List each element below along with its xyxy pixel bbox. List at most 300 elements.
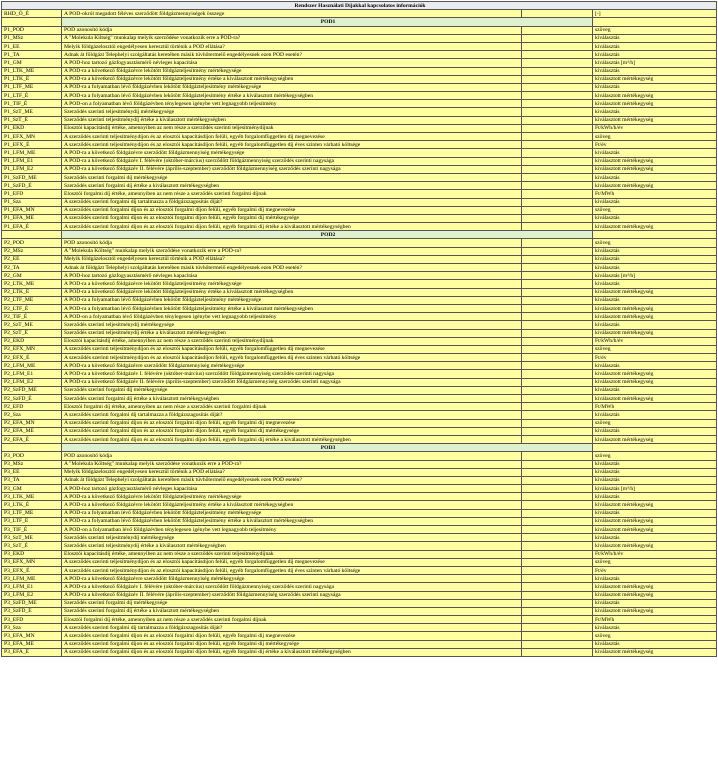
value-input-cell[interactable] bbox=[522, 460, 593, 468]
description-cell: A POD-hoz tartozó gázfogyasztásmérő névleges kapacitása bbox=[62, 59, 522, 67]
code-cell: P2_SzFD_ME bbox=[2, 386, 62, 394]
table-row bbox=[2, 255, 717, 263]
code-cell: P3_EFA_MN bbox=[2, 632, 62, 640]
table-row bbox=[2, 182, 717, 190]
value-input-cell[interactable] bbox=[522, 255, 593, 263]
value-input-cell[interactable] bbox=[522, 337, 593, 345]
code-cell: P2_LTF_É bbox=[2, 304, 62, 312]
value-input-cell[interactable] bbox=[522, 345, 593, 353]
unit-cell: Ft/kWh/h/év bbox=[593, 550, 717, 558]
table-row bbox=[2, 239, 717, 247]
unit-cell: kiválasztás [m³/h] bbox=[593, 272, 717, 280]
description-cell: POD azonosító kódja bbox=[62, 26, 522, 34]
description-cell: A POD-hoz tartozó gázfogyasztásmérő névleges kapacitása bbox=[62, 272, 522, 280]
table-row bbox=[2, 460, 717, 468]
value-input-cell[interactable] bbox=[522, 157, 593, 165]
table-row bbox=[2, 206, 717, 214]
description-cell: A szerződés szerinti forgalmi díjon és az elosztói forgalmi díjon felüli, egyéb forgalmi díj megnevezése bbox=[62, 632, 522, 640]
unit-cell: kiválasztott mértékegység bbox=[593, 395, 717, 403]
value-input-cell[interactable] bbox=[522, 214, 593, 222]
description-cell: A POD-ra a folyamatban lévő földgázévben lekötött földgázteljesítmény értéke a kiválasztott mértékegységben bbox=[62, 304, 522, 312]
unit-cell: kiválasztás bbox=[593, 460, 717, 468]
title-row bbox=[2, 2, 717, 10]
table-row bbox=[2, 149, 717, 157]
unit-cell: kiválasztás bbox=[593, 493, 717, 501]
code-cell: P2_TIF_É bbox=[2, 313, 62, 321]
table-row bbox=[2, 313, 717, 321]
description-cell: A POD-ra a következő földgázévre lekötött földgázteljesítmény mértékegysége bbox=[62, 67, 522, 75]
value-input-cell[interactable] bbox=[522, 51, 593, 59]
value-input-cell[interactable] bbox=[522, 435, 593, 443]
code-cell: P2_MSz bbox=[2, 247, 62, 255]
value-input-cell[interactable] bbox=[522, 378, 593, 386]
value-input-cell[interactable] bbox=[522, 501, 593, 509]
table-row bbox=[2, 550, 717, 558]
value-input-cell[interactable] bbox=[522, 296, 593, 304]
description-cell: A POD-ra a következő földgázév I. félévére (október-március) szerződött földgázmennyiség szerződés szerinti nagysága bbox=[62, 370, 522, 378]
code-cell: P1_TA bbox=[2, 51, 62, 59]
code-cell: P1_EE bbox=[2, 42, 62, 50]
code-cell: P1_Sza bbox=[2, 198, 62, 206]
description-cell: Elosztói forgalmi díj értéke, amennyiben az nem része a szerződés szerinti forgalmi díjnak bbox=[62, 190, 522, 198]
unit-cell: kiválasztás bbox=[593, 624, 717, 632]
table-row bbox=[2, 92, 717, 100]
table-row bbox=[2, 624, 717, 632]
value-input-cell[interactable] bbox=[522, 173, 593, 181]
description-cell: A POD-ra a következő földgázév II. félévére (április-szeptember) szerződött földgázmennyiség szerződés szerinti nagysága bbox=[62, 165, 522, 173]
value-input-cell[interactable] bbox=[522, 75, 593, 83]
value-input-cell[interactable] bbox=[522, 10, 593, 18]
value-input-cell[interactable] bbox=[522, 42, 593, 50]
code-cell: RHD_Ö_É bbox=[2, 10, 62, 18]
unit-cell: szöveg bbox=[593, 206, 717, 214]
description-cell: Szerződés szerinti teljesítménydíj mértékegysége bbox=[62, 108, 522, 116]
value-input-cell[interactable] bbox=[522, 599, 593, 607]
table-row bbox=[2, 427, 717, 435]
table-row bbox=[2, 34, 717, 42]
description-cell: A szerződés szerinti teljesítménydíjon és az elosztói kapacitásdíjon felüli, egyéb forgalomfüggetlen díj megnevezése bbox=[62, 345, 522, 353]
description-cell: A POD-on a folyamatban lévő földgázévben ténylegesen igénybe vett legnagyobb teljesítmény bbox=[62, 526, 522, 534]
value-input-cell[interactable] bbox=[522, 149, 593, 157]
unit-cell: szöveg bbox=[593, 133, 717, 141]
value-input-cell[interactable] bbox=[522, 411, 593, 419]
sheet-title: Rendszer Használati Díjakkal kapcsolatos információk bbox=[2, 2, 717, 10]
code-cell: P3_MSz bbox=[2, 460, 62, 468]
description-cell: A szerződés szerinti forgalmi díjon és az elosztói forgalmi díjon felüli, egyéb forgalmi díj mértékegysége bbox=[62, 214, 522, 222]
value-input-cell[interactable] bbox=[522, 427, 593, 435]
description-cell: A szerződés szerinti forgalmi díjon és az elosztói forgalmi díjon felüli, egyéb forgalmi díj megnevezése bbox=[62, 206, 522, 214]
section-header-row bbox=[2, 231, 717, 239]
description-cell: Szerződés szerinti forgalmi díj értéke a kiválasztott mértékegységben bbox=[62, 182, 522, 190]
table-row bbox=[2, 42, 717, 50]
table-row bbox=[2, 157, 717, 165]
table-row bbox=[2, 419, 717, 427]
code-cell: P1_TIF_É bbox=[2, 100, 62, 108]
value-input-cell[interactable] bbox=[522, 321, 593, 329]
value-input-cell[interactable] bbox=[522, 165, 593, 173]
unit-cell: kiválasztott mértékegység bbox=[593, 583, 717, 591]
table-row bbox=[2, 591, 717, 599]
value-input-cell[interactable] bbox=[522, 632, 593, 640]
value-input-cell[interactable] bbox=[522, 403, 593, 411]
table-row bbox=[2, 51, 717, 59]
unit-cell: kiválasztott mértékegység bbox=[593, 607, 717, 615]
description-cell: Szerződés szerinti teljesítménydíj mértékegysége bbox=[62, 534, 522, 542]
description-cell: A szerződés szerinti forgalmi díjon és az elosztói forgalmi díjon felüli, egyéb forgalmi díj mértékegysége bbox=[62, 427, 522, 435]
description-cell: A szerződés szerinti forgalmi díjon és az elosztói forgalmi díjon felüli, egyéb forgalmi díj mértékegysége bbox=[62, 640, 522, 648]
table-row bbox=[2, 214, 717, 222]
description-cell: A "Molekula Költség" munkalap melyik szerződése vonatkozik erre a POD-ra? bbox=[62, 247, 522, 255]
value-input-cell[interactable] bbox=[522, 468, 593, 476]
value-input-cell[interactable] bbox=[522, 616, 593, 624]
value-input-cell[interactable] bbox=[522, 182, 593, 190]
code-cell: P3_SzT_É bbox=[2, 542, 62, 550]
value-input-cell[interactable] bbox=[522, 100, 593, 108]
spreadsheet-table bbox=[1, 1, 717, 657]
description-cell: A szerződés szerinti forgalmi díj tartalmazza a földgázszagosítás díját? bbox=[62, 198, 522, 206]
unit-cell: szöveg bbox=[593, 558, 717, 566]
table-row bbox=[2, 190, 717, 198]
value-input-cell[interactable] bbox=[522, 550, 593, 558]
code-cell: P2_SzT_ME bbox=[2, 321, 62, 329]
code-cell: P2_LFM_ME bbox=[2, 362, 62, 370]
table-row bbox=[2, 288, 717, 296]
unit-cell: kiválasztás bbox=[593, 427, 717, 435]
table-row bbox=[2, 296, 717, 304]
table-row bbox=[2, 599, 717, 607]
section-code-cell bbox=[2, 231, 62, 239]
table-row bbox=[2, 378, 717, 386]
value-input-cell[interactable] bbox=[522, 566, 593, 574]
code-cell: P1_EFX_MN bbox=[2, 133, 62, 141]
description-cell: Szerződés szerinti forgalmi díj mértékegysége bbox=[62, 599, 522, 607]
value-input-cell[interactable] bbox=[522, 198, 593, 206]
value-input-cell[interactable] bbox=[522, 247, 593, 255]
value-input-cell[interactable] bbox=[522, 329, 593, 337]
section-code-cell bbox=[2, 18, 62, 26]
value-input-cell[interactable] bbox=[522, 124, 593, 132]
description-cell: POD azonosító kódja bbox=[62, 452, 522, 460]
table-row bbox=[2, 386, 717, 394]
value-input-cell[interactable] bbox=[522, 558, 593, 566]
description-cell: Melyik földgázelosztói engedélyesen keresztül történik a POD ellátása? bbox=[62, 468, 522, 476]
unit-cell: kiválasztás bbox=[593, 640, 717, 648]
code-cell: P2_LTF_ME bbox=[2, 296, 62, 304]
code-cell: P1_LFM_ME bbox=[2, 149, 62, 157]
section-title: POD2 bbox=[62, 231, 593, 239]
unit-cell: kiválasztás bbox=[593, 83, 717, 91]
table-row bbox=[2, 476, 717, 484]
unit-cell: szöveg bbox=[593, 632, 717, 640]
value-input-cell[interactable] bbox=[522, 395, 593, 403]
value-input-cell[interactable] bbox=[522, 141, 593, 149]
table-row bbox=[2, 108, 717, 116]
value-input-cell[interactable] bbox=[522, 354, 593, 362]
unit-cell: kiválasztás bbox=[593, 362, 717, 370]
description-cell: A POD-ra a következő földgázévre lekötött földgázteljesítmény mértékegysége bbox=[62, 280, 522, 288]
table-row bbox=[2, 558, 717, 566]
unit-cell: szöveg bbox=[593, 452, 717, 460]
unit-cell: Ft/kWh/h/év bbox=[593, 337, 717, 345]
value-input-cell[interactable] bbox=[522, 59, 593, 67]
value-input-cell[interactable] bbox=[522, 624, 593, 632]
unit-cell: kiválasztás bbox=[593, 214, 717, 222]
table-row bbox=[2, 141, 717, 149]
unit-cell: kiválasztott mértékegység bbox=[593, 526, 717, 534]
unit-cell: kiválasztás bbox=[593, 67, 717, 75]
description-cell: A POD-okról megadott féléves szerződött földgázmennyiségek összege bbox=[62, 10, 522, 18]
code-cell: P2_EE bbox=[2, 255, 62, 263]
unit-cell: kiválasztott mértékegység bbox=[593, 370, 717, 378]
unit-cell: [-] bbox=[593, 10, 717, 18]
code-cell: P1_LFM_E1 bbox=[2, 157, 62, 165]
unit-cell: kiválasztott mértékegység bbox=[593, 517, 717, 525]
value-input-cell[interactable] bbox=[522, 386, 593, 394]
description-cell: Elosztói kapacitásdíj értéke, amennyiben az nem része a szerződés szerinti teljesítménydíjnak bbox=[62, 124, 522, 132]
table-row bbox=[2, 329, 717, 337]
table-row bbox=[2, 435, 717, 443]
value-input-cell[interactable] bbox=[522, 313, 593, 321]
description-cell: Adnak át földgázt Telephelyi szolgáltatás keretében másik tüvhőtermelő engedélyesnek ezen POD esetén? bbox=[62, 476, 522, 484]
code-cell: P1_GM bbox=[2, 59, 62, 67]
unit-cell: kiválasztott mértékegység bbox=[593, 157, 717, 165]
description-cell: Szerződés szerinti forgalmi díj mértékegysége bbox=[62, 386, 522, 394]
code-cell: P3_Sza bbox=[2, 624, 62, 632]
section-unit-cell bbox=[593, 18, 717, 26]
unit-cell: kiválasztás bbox=[593, 476, 717, 484]
value-input-cell[interactable] bbox=[522, 452, 593, 460]
table-row bbox=[2, 173, 717, 181]
code-cell: P2_EFA_É bbox=[2, 435, 62, 443]
table-row bbox=[2, 607, 717, 615]
value-input-cell[interactable] bbox=[522, 272, 593, 280]
unit-cell: kiválasztott mértékegység bbox=[593, 75, 717, 83]
value-input-cell[interactable] bbox=[522, 206, 593, 214]
value-input-cell[interactable] bbox=[522, 607, 593, 615]
code-cell: P3_LFM_ME bbox=[2, 575, 62, 583]
code-cell: P3_SzT_ME bbox=[2, 534, 62, 542]
description-cell: A szerződés szerinti teljesítménydíjon és az elosztói kapacitásdíjon felüli, egyéb forgalomfüggetlen díj megnevezése bbox=[62, 558, 522, 566]
code-cell: P3_LTK_ME bbox=[2, 493, 62, 501]
unit-cell: kiválasztás bbox=[593, 599, 717, 607]
value-input-cell[interactable] bbox=[522, 526, 593, 534]
value-input-cell[interactable] bbox=[522, 264, 593, 272]
value-input-cell[interactable] bbox=[522, 362, 593, 370]
description-cell: Szerződés szerinti forgalmi díj mértékegysége bbox=[62, 173, 522, 181]
unit-cell: kiválasztás [m³/h] bbox=[593, 59, 717, 67]
description-cell: Elosztói forgalmi díj értéke, amennyiben az nem része a szerződés szerinti forgalmi díjnak bbox=[62, 616, 522, 624]
description-cell: A POD-ra a következő földgázévre lekötött földgázteljesítmény értéke a kiválasztott mértékegységben bbox=[62, 288, 522, 296]
unit-cell: kiválasztott mértékegység bbox=[593, 435, 717, 443]
code-cell: P1_SzFD_ME bbox=[2, 173, 62, 181]
value-input-cell[interactable] bbox=[522, 517, 593, 525]
description-cell: A "Molekula Kiltség" munkalap melyik szerződése vonatkozik erre a POD-ra? bbox=[62, 34, 522, 42]
code-cell: P2_SzFD_É bbox=[2, 395, 62, 403]
unit-cell: kiválasztott mértékegység bbox=[593, 304, 717, 312]
description-cell: A POD-ra a folyamatban lévő földgázévben lekötött földgázteljesítmény mértékegysége bbox=[62, 296, 522, 304]
code-cell: P1_SzT_ME bbox=[2, 108, 62, 116]
code-cell: P3_LTF_ME bbox=[2, 509, 62, 517]
description-cell: A POD-ra a következő földgázév II. félévére (április-szeptember) szerződött földgázmennyiség szerződés szerinti nagysága bbox=[62, 591, 522, 599]
table-row bbox=[2, 321, 717, 329]
code-cell: P3_EFX_É bbox=[2, 566, 62, 574]
code-cell: P1_POD bbox=[2, 26, 62, 34]
value-input-cell[interactable] bbox=[522, 280, 593, 288]
code-cell: P2_Sza bbox=[2, 411, 62, 419]
code-cell: P2_LFM_E1 bbox=[2, 370, 62, 378]
unit-cell: szöveg bbox=[593, 26, 717, 34]
unit-cell: kiválasztott mértékegység bbox=[593, 378, 717, 386]
description-cell: A POD-on a folyamatban lévő földgázévben ténylegesen igénybe vett legnagyobb teljesítmény bbox=[62, 313, 522, 321]
code-cell: P3_LTK_É bbox=[2, 501, 62, 509]
value-input-cell[interactable] bbox=[522, 575, 593, 583]
value-input-cell[interactable] bbox=[522, 223, 593, 231]
value-input-cell[interactable] bbox=[522, 116, 593, 124]
code-cell: P2_EFX_É bbox=[2, 354, 62, 362]
unit-cell: kiválasztott mértékegység bbox=[593, 116, 717, 124]
value-input-cell[interactable] bbox=[522, 509, 593, 517]
code-cell: P1_EFA_MN bbox=[2, 206, 62, 214]
code-cell: P1_LTF_ME bbox=[2, 83, 62, 91]
value-input-cell[interactable] bbox=[522, 583, 593, 591]
code-cell: P3_EFD bbox=[2, 616, 62, 624]
value-input-cell[interactable] bbox=[522, 476, 593, 484]
value-input-cell[interactable] bbox=[522, 34, 593, 42]
description-cell: Szerződés szerinti forgalmi díj értéke a kiválasztott mértékegységben bbox=[62, 607, 522, 615]
value-input-cell[interactable] bbox=[522, 648, 593, 656]
value-input-cell[interactable] bbox=[522, 108, 593, 116]
unit-cell: Ft/MWh bbox=[593, 403, 717, 411]
unit-cell: kiválasztott mértékegység bbox=[593, 313, 717, 321]
table-row bbox=[2, 272, 717, 280]
description-cell: A POD-ra a következő földgázévre szerződött földgázmennyiség mértékegysége bbox=[62, 362, 522, 370]
code-cell: P2_EFA_ME bbox=[2, 427, 62, 435]
value-input-cell[interactable] bbox=[522, 67, 593, 75]
table-row bbox=[2, 370, 717, 378]
unit-cell: kiválasztás bbox=[593, 108, 717, 116]
unit-cell: Ft/év bbox=[593, 354, 717, 362]
description-cell: A szerződés szerinti teljesítménydíjon és az elosztói kapacitásdíjon felüli, egyéb forgalomfüggetlen díj éves szinten várható költsége bbox=[62, 354, 522, 362]
unit-cell: kiválasztás bbox=[593, 386, 717, 394]
value-input-cell[interactable] bbox=[522, 370, 593, 378]
description-cell: A POD-ra a következő földgázév I. félévére (október-március) szerződött földgázmennyiség szerződés szerinti nagysága bbox=[62, 583, 522, 591]
unit-cell: kiválasztás bbox=[593, 509, 717, 517]
description-cell: Szerződés szerinti teljesítménydíj értéke a kiválasztott mértékegységben bbox=[62, 329, 522, 337]
description-cell: Adnak át földgázt Telephelyi szolgáltatás keretében másik tüvhőtermelő engedélyesnek ezen POD esetén? bbox=[62, 51, 522, 59]
code-cell: P2_EFX_MN bbox=[2, 345, 62, 353]
value-input-cell[interactable] bbox=[522, 83, 593, 91]
table-row bbox=[2, 100, 717, 108]
value-input-cell[interactable] bbox=[522, 640, 593, 648]
table-row bbox=[2, 501, 717, 509]
unit-cell: kiválasztás bbox=[593, 321, 717, 329]
table-row bbox=[2, 280, 717, 288]
description-cell: Elosztói forgalmi díj értéke, amennyiben az nem része a szerződés szerinti forgalmi díjnak bbox=[62, 403, 522, 411]
description-cell: A POD-on a folyamatban lévő földgázévben ténylegesen igénybe vett legnagyobb teljesítmény bbox=[62, 100, 522, 108]
code-cell: P2_TA bbox=[2, 264, 62, 272]
code-cell: P1_LFM_E2 bbox=[2, 165, 62, 173]
code-cell: P2_EKD bbox=[2, 337, 62, 345]
code-cell: P1_LTK_ME bbox=[2, 67, 62, 75]
code-cell: P3_GM bbox=[2, 485, 62, 493]
table-row bbox=[2, 616, 717, 624]
value-input-cell[interactable] bbox=[522, 190, 593, 198]
table-row bbox=[2, 75, 717, 83]
description-cell: A POD-hoz tartozó gázfogyasztásmérő névleges kapacitása bbox=[62, 485, 522, 493]
table-row bbox=[2, 247, 717, 255]
code-cell: P2_EFD bbox=[2, 403, 62, 411]
unit-cell: kiválasztott mértékegység bbox=[593, 329, 717, 337]
unit-cell: kiválasztott mértékegység bbox=[593, 223, 717, 231]
table-row bbox=[2, 566, 717, 574]
summary-row bbox=[2, 10, 717, 18]
unit-cell: szöveg bbox=[593, 419, 717, 427]
unit-cell: kiválasztás bbox=[593, 149, 717, 157]
description-cell: A POD-ra a következő földgázévre lekötött földgázteljesítmény értéke a kiválasztott mértékegységben bbox=[62, 75, 522, 83]
value-input-cell[interactable] bbox=[522, 542, 593, 550]
description-cell: Szerződés szerinti forgalmi díj értéke a kiválasztott mértékegységben bbox=[62, 395, 522, 403]
value-input-cell[interactable] bbox=[522, 419, 593, 427]
value-input-cell[interactable] bbox=[522, 534, 593, 542]
table-row bbox=[2, 640, 717, 648]
description-cell: A POD-ra a következő földgázévre szerződött földgázmennyiség mértékegysége bbox=[62, 149, 522, 157]
table-row bbox=[2, 632, 717, 640]
code-cell: P1_EKD bbox=[2, 124, 62, 132]
code-cell: P2_EFA_MN bbox=[2, 419, 62, 427]
value-input-cell[interactable] bbox=[522, 26, 593, 34]
table-row bbox=[2, 485, 717, 493]
unit-cell: kiválasztott mértékegység bbox=[593, 165, 717, 173]
value-input-cell[interactable] bbox=[522, 493, 593, 501]
unit-cell: kiválasztás bbox=[593, 255, 717, 263]
table-row bbox=[2, 452, 717, 460]
description-cell: A POD-ra a következő földgázévre lekötött földgázteljesítmény értéke a kiválasztott mértékegységben bbox=[62, 501, 522, 509]
value-input-cell[interactable] bbox=[522, 239, 593, 247]
value-input-cell[interactable] bbox=[522, 304, 593, 312]
code-cell: P3_LFM_E2 bbox=[2, 591, 62, 599]
unit-cell: kiválasztott mértékegység bbox=[593, 648, 717, 656]
code-cell: P3_TA bbox=[2, 476, 62, 484]
description-cell: Elosztói kapacitásdíj értéke, amennyiben az nem része a szerződés szerinti teljesítménydíjnak bbox=[62, 337, 522, 345]
code-cell: P1_LTK_É bbox=[2, 75, 62, 83]
code-cell: P3_LFM_E1 bbox=[2, 583, 62, 591]
value-input-cell[interactable] bbox=[522, 485, 593, 493]
table-row bbox=[2, 133, 717, 141]
unit-cell: szöveg bbox=[593, 345, 717, 353]
table-row bbox=[2, 26, 717, 34]
description-cell: A szerződés szerinti teljesítménydíjon és az elosztói kapacitásdíjon felüli, egyéb forgalomfüggetlen díj éves szinten várható költsége bbox=[62, 141, 522, 149]
code-cell: P3_EFX_MN bbox=[2, 558, 62, 566]
value-input-cell[interactable] bbox=[522, 92, 593, 100]
section-header-row bbox=[2, 444, 717, 452]
value-input-cell[interactable] bbox=[522, 133, 593, 141]
section-title: POD1 bbox=[62, 18, 593, 26]
code-cell: P3_LTF_É bbox=[2, 517, 62, 525]
code-cell: P1_LTF_É bbox=[2, 92, 62, 100]
table-row bbox=[2, 198, 717, 206]
unit-cell: Ft/MWh bbox=[593, 190, 717, 198]
code-cell: P3_TIF_É bbox=[2, 526, 62, 534]
table-row bbox=[2, 542, 717, 550]
description-cell: A szerződés szerinti teljesítménydíjon és az elosztói kapacitásdíjon felüli, egyéb forgalomfüggetlen díj megnevezése bbox=[62, 133, 522, 141]
value-input-cell[interactable] bbox=[522, 591, 593, 599]
table-row bbox=[2, 403, 717, 411]
value-input-cell[interactable] bbox=[522, 288, 593, 296]
code-cell: P1_EFX_É bbox=[2, 141, 62, 149]
table-row bbox=[2, 411, 717, 419]
unit-cell: Ft/év bbox=[593, 141, 717, 149]
unit-cell: kiválasztott mértékegység bbox=[593, 100, 717, 108]
